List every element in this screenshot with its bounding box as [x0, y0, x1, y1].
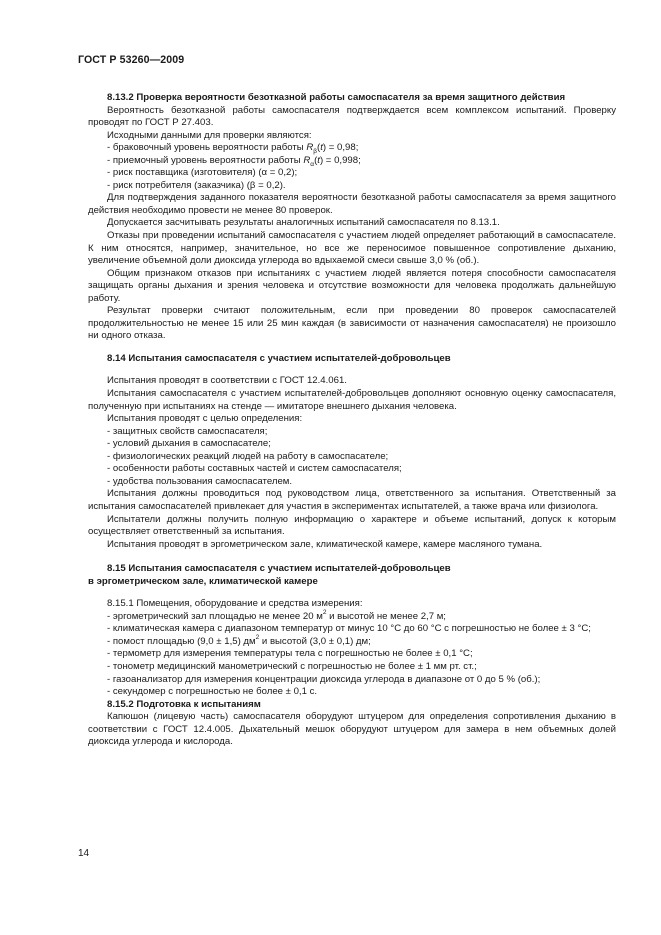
paragraph: Результат проверки считают положительным, если при проведении 80 проверок самоспасателей продолжительностью не менее 15 или 25 мин каждая (в зависимости от назначения самоспасателя) не произошло ни одного отказа. — [88, 305, 616, 342]
paragraph: Капюшон (лицевую часть) самоспасателя оборудуют штуцером для определения сопротивления дыханию в соответствии с ГОСТ 12.4.005. Дыхательный мешок оборудуют штуцером для замера в нем объемных долей диоксида углерода и кислорода. — [88, 711, 616, 748]
paragraph: Испытания проводят в эргометрическом зале, климатической камере, камере масляного тумана. — [107, 538, 543, 550]
list-item: - браковочный уровень вероятности работы $R_\beta(t) = 0,98$; — [107, 142, 359, 156]
list-item: - климатическая камера с диапазоном температур от минус 10 °С до 60 °С с погрешностью не более ± 3 °С; — [107, 623, 591, 635]
document-body — [88, 92, 616, 749]
paragraph: Испытания проводят с целью определения: — [107, 413, 303, 425]
section-8-15-heading: 8.15 Испытания самоспасателя с участием испытателей-добровольцев в эргометрическом зале, климатической камере — [88, 563, 451, 587]
list-item: - газоанализатор для измерения концентрации диоксида углерода в диапазоне от 0 до 5 % (об.); — [107, 673, 541, 685]
list-item: - термометр для измерения температуры тела с погрешностью не более ± 0,1 °С; — [107, 648, 473, 660]
list-item: - секундомер с погрешностью не более ± 0,1 с. — [107, 686, 318, 698]
list-item: - помост площадью (9,0 ± 1,5) $дм^2$ и высотой (3,0 ± 0,1) дм; — [107, 633, 371, 647]
paragraph: Испытатели должны получить полную информацию о характере и объеме испытаний, допуск к которым осуществляет ответственный за испытания. — [88, 513, 616, 538]
paragraph: Испытания должны проводиться под руководством лица, ответственного за испытания. Ответственный за испытания самоспасателей привлекает для участия в экспериментах испытателей, а также врача или физиолога. — [88, 488, 616, 512]
paragraph: Отказы при проведении испытаний самоспасателя с участием людей определяет работающий в самоспасателе. К ним относятся, например, значительное, но все же переносимое повышенное сопротивление дыханию, увеличение объемной доли диоксида углерода во вдыхаемой смеси свыше 3,0 % (об.). — [88, 230, 616, 267]
paragraph: Для подтверждения заданного показателя вероятности безотказной работы самоспасателя за время защитного действия необходимо провести не менее 80 проверок. — [88, 192, 616, 216]
list-item: - удобства пользования самоспасателем. — [107, 475, 293, 487]
list-item: - риск поставщика (изготовителя) (α = 0,2); — [107, 167, 298, 179]
section-8-14-heading: 8.14 Испытания самоспасателя с участием испытателей-добровольцев — [107, 352, 451, 364]
paragraph: Испытания проводят в соответствии с ГОСТ 12.4.061. — [107, 375, 347, 387]
document-header: ГОСТ Р 53260—2009 — [78, 54, 185, 66]
section-8-13-2-heading: 8.13.2 Проверка вероятности безотказной работы самоспасателя за время защитного действия — [107, 92, 566, 103]
page-number: 14 — [78, 848, 90, 859]
paragraph: Общим признаком отказов при испытаниях с участием людей является потеря способности самоспасателя защищать органы дыхания и зрения человека и отсутствие возможности для человека продолжать дальнейшую работу. — [88, 267, 616, 304]
list-item: - физиологических реакций людей на работу в самоспасателе; — [107, 450, 389, 462]
paragraph: Вероятность безотказной работы самоспасателя подтверждается всем комплексом испытаний. Проверку проводят по ГОСТ Р 27.403. — [88, 104, 616, 129]
paragraph: Допускается засчитывать результаты аналогичных испытаний самоспасателя по 8.13.1. — [107, 217, 500, 229]
paragraph: Исходными данными для проверки являются: — [107, 129, 312, 141]
section-8-15-2-heading: 8.15.2 Подготовка к испытаниям — [107, 698, 261, 710]
list-item: - защитных свойств самоспасателя; — [107, 425, 268, 437]
paragraph: 8.15.1 Помещения, оборудование и средства измерения: — [107, 598, 363, 610]
list-item: - особенности работы составных частей и систем самоспасателя; — [107, 463, 402, 475]
paragraph: Испытания самоспасателя с участием испытателей-добровольцев дополняют основную оценку самоспасателя, полученную при испытаниях на стенде — имитаторе внешнего дыхания человека. — [88, 388, 616, 412]
list-item: - приемочный уровень вероятности работы $R_\alpha(t) = 0,998$; — [107, 154, 361, 168]
list-item: - риск потребителя (заказчика) (β = 0,2). — [107, 179, 286, 191]
list-item: - условий дыхания в самоспасателе; — [107, 438, 271, 450]
list-item: - тонометр медицинский манометрический с погрешностью не более ± 1 мм рт. ст.; — [107, 660, 477, 672]
list-item: - эргометрический зал площадью не менее 20 $м^2$ и высотой не менее 2,7 м; — [107, 608, 446, 622]
